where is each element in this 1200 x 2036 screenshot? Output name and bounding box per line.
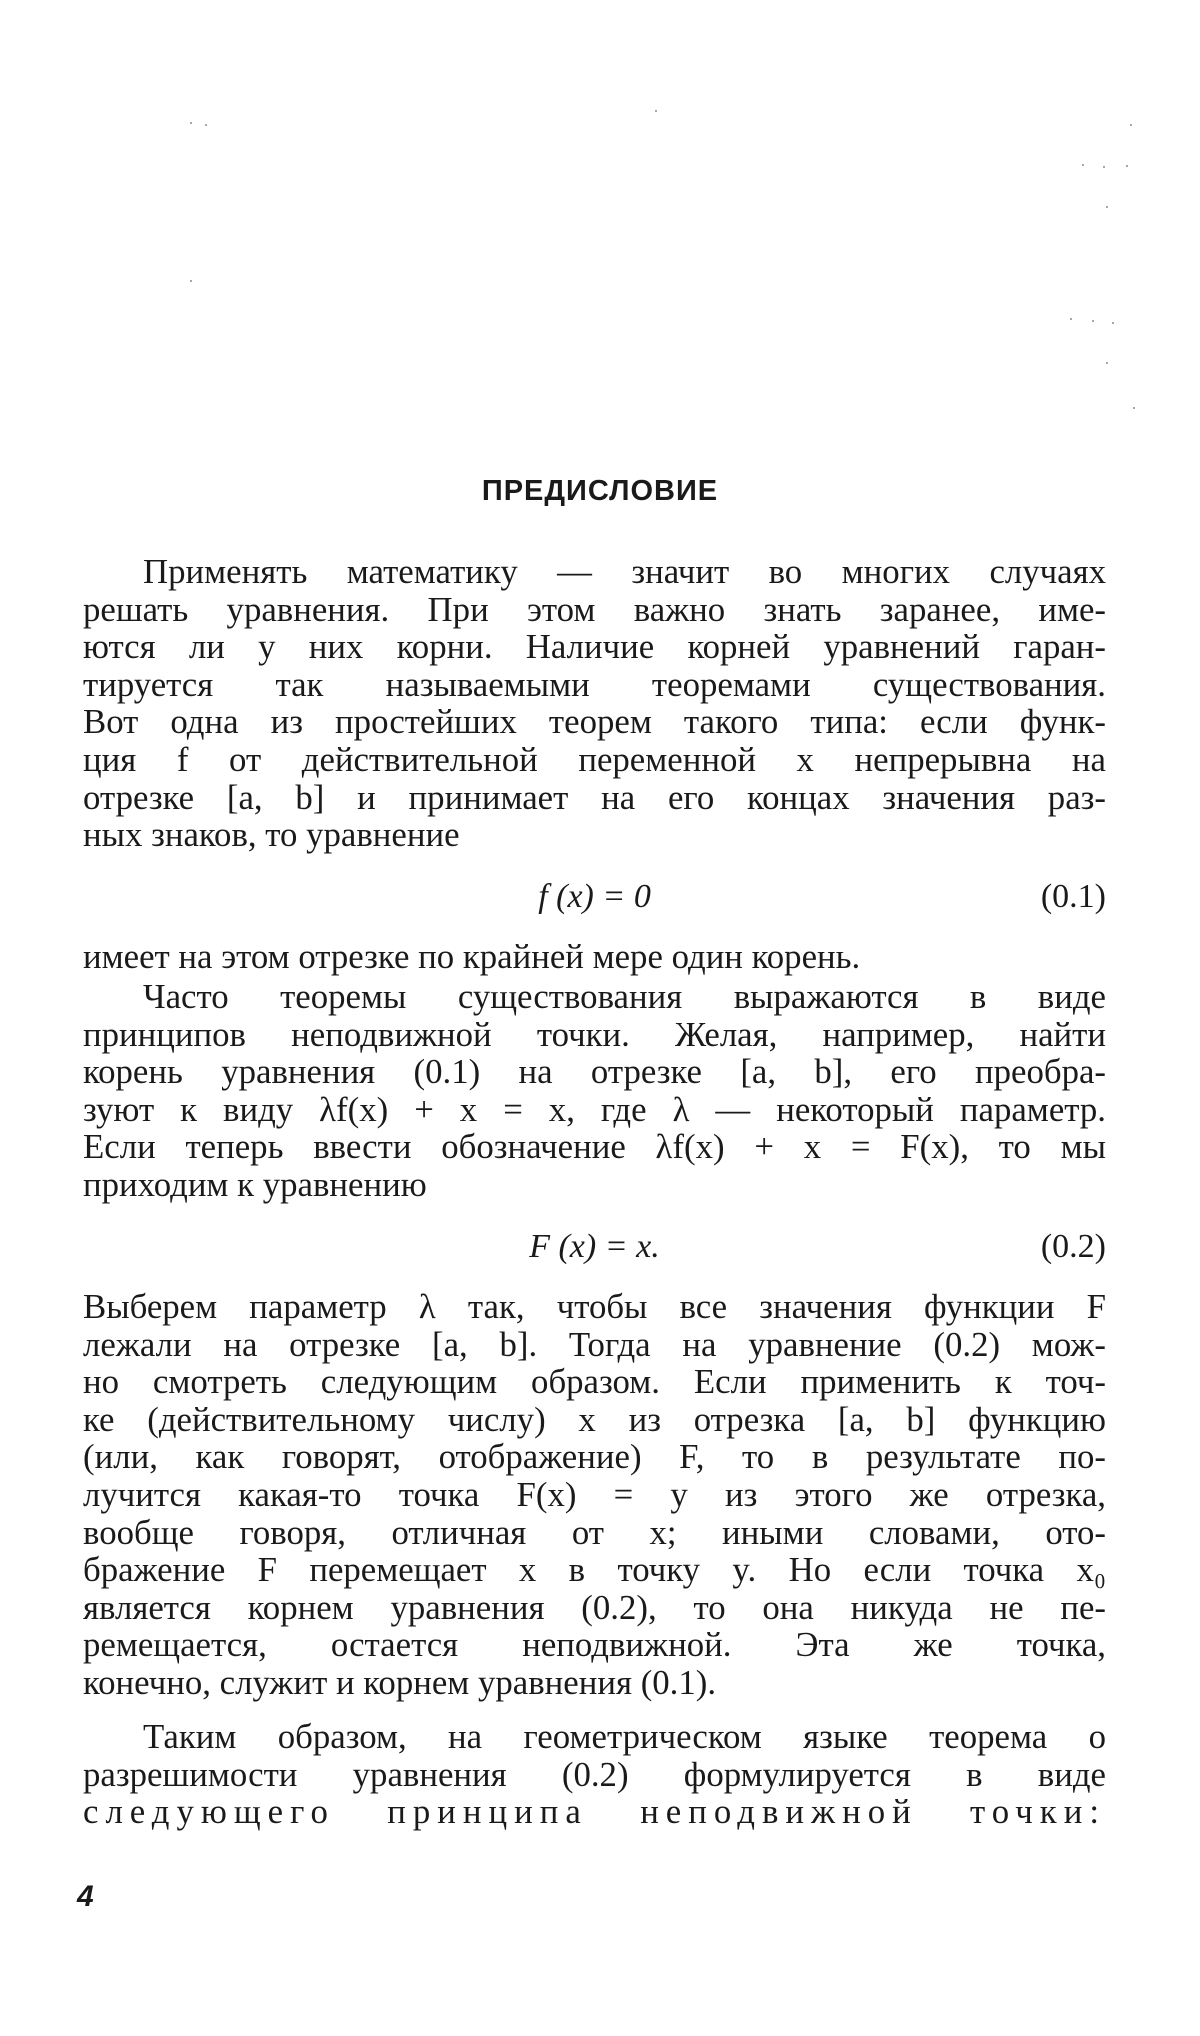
formula-0-1	[83, 878, 1106, 918]
text-line: лежали на отрезке [a, b]. Тогда на уравнение (0.2) мож-	[83, 1326, 1106, 1364]
text-line: конечно, служит и корнем уравнения (0.1).	[83, 1664, 1106, 1702]
formula-0-2	[83, 1228, 1106, 1268]
paragraph-1	[83, 553, 1106, 854]
page-number: 4	[77, 1880, 94, 1914]
text-line: решать уравнения. При этом важно знать заранее, име-	[83, 591, 1106, 629]
text-line: является корнем уравнения (0.2), то она никуда не пе-	[83, 1589, 1106, 1627]
paragraph-3	[83, 978, 1106, 1204]
text-line: разрешимости уравнения (0.2) формулируется в виде	[83, 1756, 1106, 1794]
paragraph-5	[83, 1718, 1106, 1831]
text-line: ются ли у них корни. Наличие корней уравнений гаран-	[83, 628, 1106, 666]
text-line: Выберем параметр λ так, чтобы все значения функции F	[83, 1288, 1106, 1326]
book-page	[0, 0, 1200, 2036]
text-line: бражение F перемещает x в точку y. Но если точка x₀	[83, 1551, 1106, 1589]
text-line: но смотреть следующим образом. Если применить к точ-	[83, 1363, 1106, 1401]
formula-number: (0.2)	[1041, 1228, 1106, 1266]
formula-number: (0.1)	[1041, 878, 1106, 916]
formula-expression: f (x) = 0	[83, 878, 1106, 916]
text-line: Вот одна из простейших теорем такого типа: если функ-	[83, 703, 1106, 741]
text-line: отрезке [a, b] и принимает на его концах значения раз-	[83, 779, 1106, 817]
text-line: ке (действительному числу) x из отрезка [a, b] функцию	[83, 1401, 1106, 1439]
formula-expression: F (x) = x.	[83, 1228, 1106, 1266]
paragraph-2	[83, 938, 1106, 976]
text-line: тируется так называемыми теоремами существования.	[83, 666, 1106, 704]
text-line: Часто теоремы существования выражаются в виде	[83, 978, 1106, 1016]
text-line: Если теперь ввести обозначение λf(x) + x = F(x), то мы	[83, 1128, 1106, 1166]
text-line: Применять математику — значит во многих случаях	[83, 553, 1106, 591]
text-line: ных знаков, то уравнение	[83, 816, 1106, 854]
text-line: следующего принципа неподвижной точки:	[83, 1793, 1106, 1831]
text-line: принципов неподвижной точки. Желая, например, найти	[83, 1016, 1106, 1054]
paragraph-4	[83, 1288, 1106, 1702]
text-line: ция f от действительной переменной x непрерывна на	[83, 741, 1106, 779]
text-line: ремещается, остается неподвижной. Эта же точка,	[83, 1626, 1106, 1664]
text-line: Таким образом, на геометрическом языке теорема о	[83, 1718, 1106, 1756]
text-line: имеет на этом отрезке по крайней мере один корень.	[83, 938, 1106, 976]
text-line: вообще говоря, отличная от x; иными словами, ото-	[83, 1514, 1106, 1552]
text-line: (или, как говорят, отображение) F, то в результате по-	[83, 1438, 1106, 1476]
text-line: корень уравнения (0.1) на отрезке [a, b], его преобра-	[83, 1053, 1106, 1091]
text-line: приходим к уравнению	[83, 1166, 1106, 1204]
text-line: лучится какая-то точка F(x) = y из этого же отрезка,	[83, 1476, 1106, 1514]
page-title: ПРЕДИСЛОВИЕ	[0, 475, 1200, 508]
text-line: зуют к виду λf(x) + x = x, где λ — некоторый параметр.	[83, 1091, 1106, 1129]
